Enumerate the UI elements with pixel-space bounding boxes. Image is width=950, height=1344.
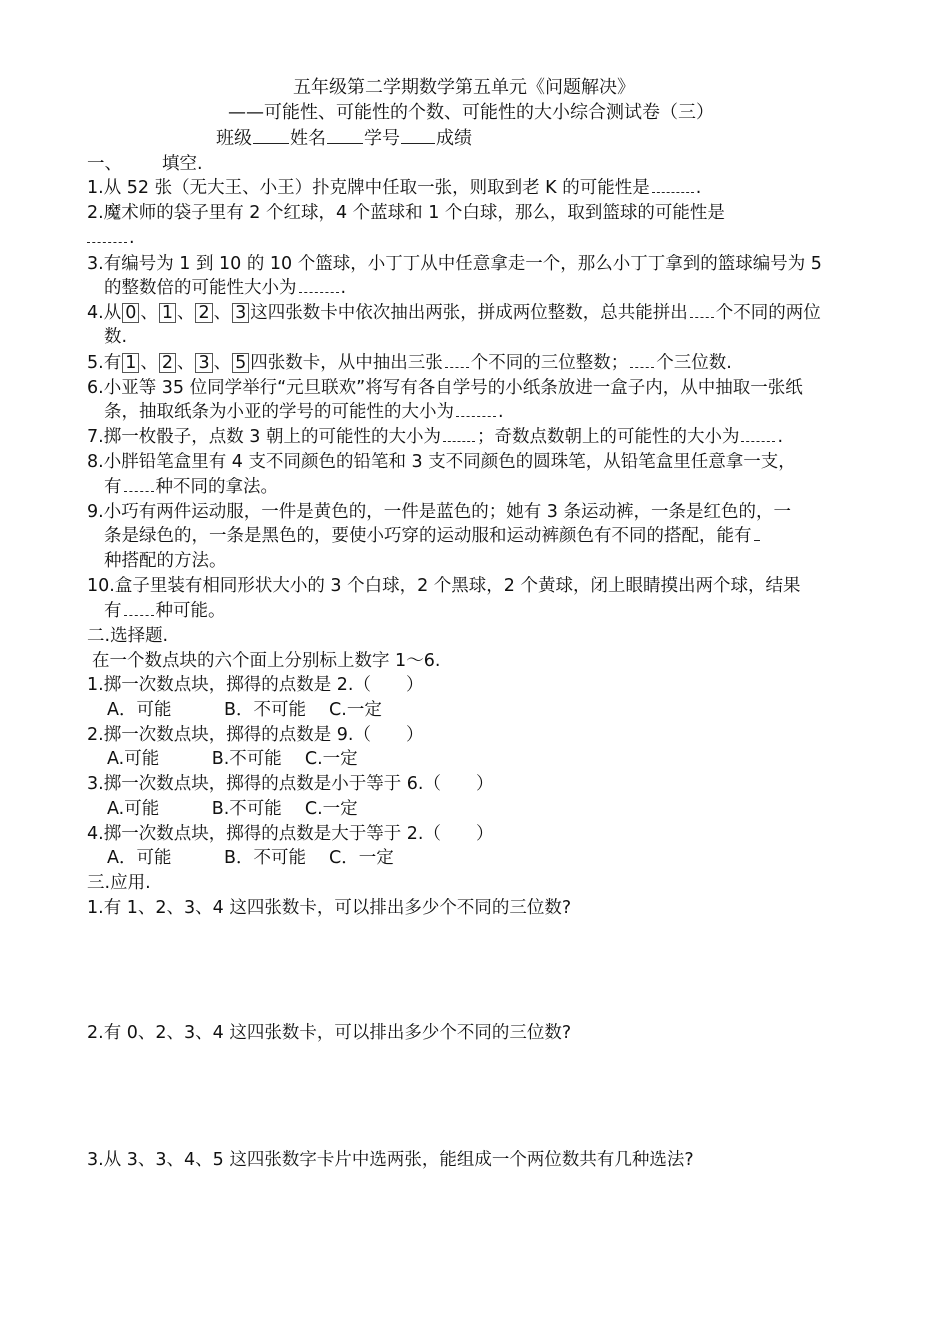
s2-question-1: 1.掷一次数点块，掷得的点数是 2.（ ） [87,675,424,695]
s1-q10-pre: 有 [104,601,122,621]
s2-question-3-options: A.可能 B.不可能 C.一定 [107,799,358,819]
card-1b: 1 [122,353,139,373]
worksheet-subtitle: ——可能性、可能性的个数、可能性的大小综合测试卷（三） [228,102,714,123]
section3-heading: 三.应用. [87,873,151,893]
s2-question-4-options: A．可能 B．不可能 C．一定 [107,848,394,868]
s2-question-3: 3.掷一次数点块，掷得的点数是小于等于 6.（ ） [87,774,494,794]
s1-q7-blank-1 [443,425,475,442]
s3-question-2: 2.有 0、2、3、4 这四张数卡，可以排出多少个不同的三位数? [87,1023,572,1043]
name-label: 姓名 [290,128,326,149]
s1-q4-text-2: 数. [104,327,128,347]
s1-q9-text-2: 条是绿色的，一条是黑色的，要使小巧穿的运动服和运动裤颜色有不同的搭配，能有 [104,526,752,546]
s2-question-4: 4.掷一次数点块，掷得的点数是大于等于 2.（ ） [87,824,494,844]
s1-q6-text-2: 条，抽取纸条为小亚的学号的可能性的大小为 [104,402,454,422]
s1-question-1 [87,176,701,200]
s1-q10-blank [124,599,154,616]
s1-question-4: 4.从 0 、 1 、 2 、 3 这四张数卡中依次抽出两张，拼成两位整数，总共能拼出 个不同的两位 [87,303,821,323]
s1-question-2-cont [87,226,135,250]
s1-question-10-cont [104,599,226,623]
s1-question-8 [87,450,796,474]
s1-question-6 [87,376,803,400]
s2-intro: 在一个数点块的六个面上分别标上数字 1～6. [92,651,441,671]
s1-question-4-cont [104,325,127,349]
class-blank [253,127,289,144]
s1-q6-end: . [498,402,504,422]
s1-question-9 [87,500,791,524]
s1-q8-blank [124,475,154,492]
s2-question-2: 2.掷一次数点块，掷得的点数是 9.（ ） [87,725,424,745]
s1-q3-text: 3.有编号为 1 到 10 的 10 个篮球，小丁丁从中任意拿走一个，那么小丁丁拿到的篮球编号为 5 [87,254,822,274]
s1-question-9-cont [104,524,762,548]
s1-q5-mid: 四张数卡，从中抽出三张 [250,353,443,373]
s1-question-8-cont [104,475,278,499]
card-3: 3 [232,303,249,323]
s1-q4-pre: 4.从 [87,303,122,323]
s1-q7-pre: 7.掷一枚骰子，点数 3 朝上的可能性的大小为 [87,427,441,447]
s1-question-7 [87,425,783,449]
section1-heading-num: 一、 [87,154,122,174]
s1-q5-mid2: 个不同的三位整数； [470,353,629,373]
s1-q1-blank [652,176,694,193]
s1-q5-blank-1 [445,351,469,368]
s1-q2-blank [87,226,127,243]
s1-q7-mid: ；奇数点数朝上的可能性的大小为 [476,427,740,447]
section2-heading: 二.选择题. [87,626,169,646]
s1-q7-end: . [777,427,784,447]
s1-q3-end: . [340,278,347,298]
s1-q8-post: 种不同的拿法。 [155,477,278,497]
s1-q10-post: 种可能。 [155,601,226,621]
s1-q10-text: 10.盒子里装有相同形状大小的 3 个白球，2 个黑球，2 个黄球，闭上眼睛摸出两个球，结果 [87,576,801,596]
s1-q9-text-3: 种搭配的方法。 [104,551,227,571]
s1-question-5: 5.有 1 、 2 、 3 、 5 四张数卡，从中抽出三张 个不同的三位整数； 个三位数. [87,353,732,373]
s1-q4-mid: 这四张数卡中依次抽出两张，拼成两位整数，总共能拼出 [250,303,688,323]
s2-question-1-options: A．可能 B．不可能 C.一定 [107,700,382,720]
card-2: 2 [195,303,212,323]
s1-q1-end: . [695,178,702,198]
id-blank [401,127,435,144]
s1-q3-blank [299,276,339,293]
s1-question-2 [87,201,725,225]
s1-q1-text: 1.从 52 张（无大王、小王）扑克牌中任取一张，则取到老 K 的可能性是 [87,178,650,198]
section1-heading [87,152,203,176]
s1-q6-text: 6.小亚等 35 位同学举行“元旦联欢”将写有各自学号的小纸条放进一盒子内，从中抽取一张纸 [87,378,803,398]
card-3b: 3 [195,353,212,373]
s2-question-2-options: A.可能 B.不可能 C.一定 [107,749,358,769]
s3-question-1: 1.有 1、2、3、4 这四张数卡，可以排出多少个不同的三位数? [87,898,572,918]
s3-question-3: 3.从 3、3、4、5 这四张数字卡片中选两张，能组成一个两位数共有几种选法? [87,1150,694,1170]
s1-q9-blank [754,524,760,541]
s1-q2-end: . [129,228,135,248]
s1-q5-pre: 5.有 [87,353,122,373]
score-label: 成绩 [436,128,472,149]
section1-heading-text: 填空. [162,154,203,174]
s1-q4-post: 个不同的两位 [715,303,821,323]
s1-question-3 [87,252,822,276]
s1-q7-blank-2 [741,425,775,442]
class-label: 班级 [216,128,252,149]
card-5b: 5 [232,353,249,373]
s1-q5-post: 个三位数. [656,353,732,373]
s1-question-10 [87,574,800,598]
s1-question-3-cont [104,276,346,300]
card-1: 1 [159,303,176,323]
s1-q8-pre: 有 [104,477,122,497]
s1-q4-blank [690,301,714,318]
id-label: 学号 [364,128,400,149]
card-0: 0 [122,303,139,323]
s1-q5-blank-2 [630,351,654,368]
card-2b: 2 [159,353,176,373]
worksheet-title: 五年级第二学期数学第五单元《问题解决》 [293,77,635,98]
s1-q6-blank [456,400,496,417]
student-info-line [216,127,472,151]
s1-q9-text: 9.小巧有两件运动服，一件是黄色的，一件是蓝色的；她有 3 条运动裤，一条是红色的，一 [87,502,791,522]
s1-question-6-cont [104,400,504,424]
s1-q8-text: 8.小胖铅笔盒里有 4 支不同颜色的铅笔和 3 支不同颜色的圆珠笔，从铅笔盒里任意拿一支， [87,452,796,472]
s1-q2-text: 2.魔术师的袋子里有 2 个红球，4 个蓝球和 1 个白球，那么，取到篮球的可能性是 [87,203,725,223]
name-blank [327,127,363,144]
s1-q3-text-2: 的整数倍的可能性大小为 [104,278,297,298]
s1-question-9-cont2 [104,549,227,573]
